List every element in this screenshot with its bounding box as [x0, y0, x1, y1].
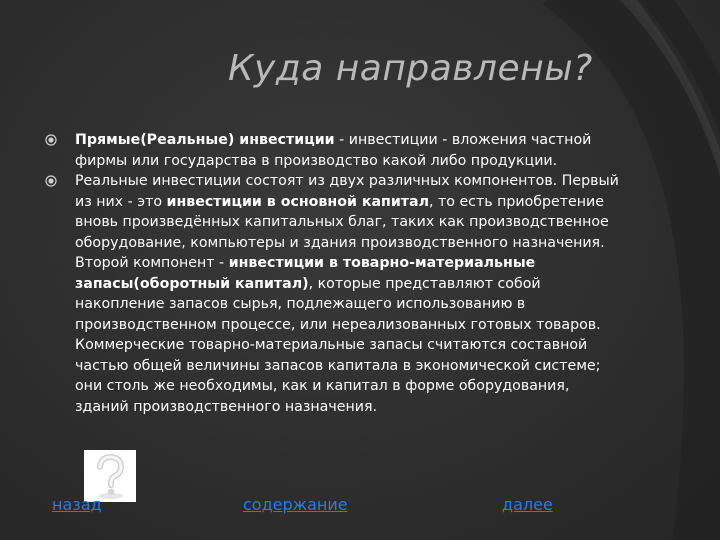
slide-title: Куда направлены?: [228, 48, 593, 89]
paragraph-segment: Прямые(Реальные) инвестиции: [75, 132, 335, 148]
bullet-paragraph: [45, 171, 620, 417]
paragraph-segment: , которые представляют собой накопление запасов сырья, подлежащего использованию в производственном процессе, или нереализованных готовых товаров. Коммерческие товарно-материальные запасы считаются составной частью общей величины запасов капитала в экономической системе; они столь же необходимы, как и капитал в форме оборудования, зданий производственного назначения.: [75, 275, 601, 415]
circle-bullet-icon: [45, 175, 57, 187]
circle-bullet-icon: [45, 134, 57, 146]
paragraph-segment: , то есть приобретение вновь произведённых капитальных благ, таких как производственное оборудование, компьютеры и здания производственного назначения. Второй компонент -: [75, 193, 609, 271]
paragraph-segment: инвестиции в товарно-материальные запасы(оборотный капитал): [75, 255, 536, 292]
bullet-paragraph: [45, 130, 620, 171]
nav-next-link[interactable]: далее: [502, 495, 553, 514]
paragraph-segment: Реальные инвестиции состоят из двух различных компонентов. Первый из них - это: [75, 173, 619, 210]
nav-back-link[interactable]: назад: [52, 495, 102, 514]
paragraph-segment: - инвестиции - вложения частной фирмы или государства в производство какой либо продукции.: [75, 132, 592, 169]
paragraph-segment: инвестиции в основной капитал: [166, 193, 429, 210]
nav-contents-link[interactable]: содержание: [243, 495, 348, 514]
slide-content: [45, 130, 620, 417]
